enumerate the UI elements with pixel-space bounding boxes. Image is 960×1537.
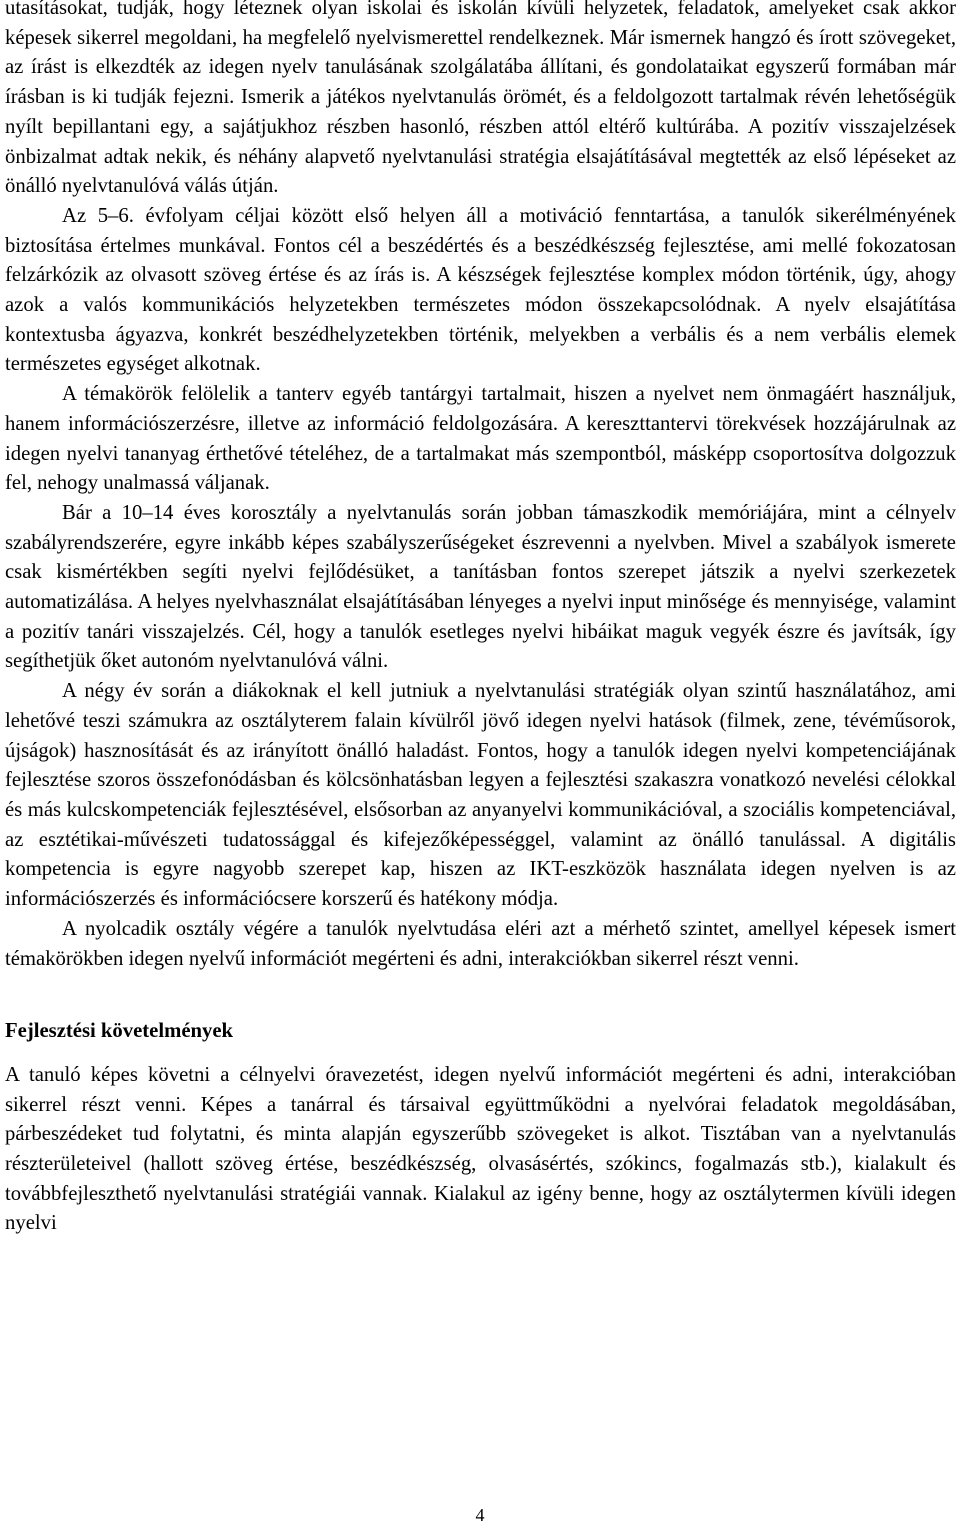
paragraph-continuation: utasításokat, tudják, hogy léteznek olyan iskolai és iskolán kívüli helyzetek, feladatok, amelyeket csak akkor képesek sikerrel megoldani, ha megfelelő nyelvismerettel rendelkeznek. Már ismernek hangzó és írott szövegeket, az írást is elkezdték az idegen nyelv tanulásának szolgálatába állítani, és gondolataikat egyszerű formában már írásban is ki tudják fejezni. Ismerik a játékos nyelvtanulás örömét, és a feldolgozott tartalmak révén lehetőségük nyílt bepillantani egy, a sajátjukhoz részben hasonló, részben attól eltérő kultúrába. A pozitív visszajelzések önbizalmat adtak nekik, és néhány alapvető nyelvtanulási stratégia elsajátításával megtették az első lépéseket az önálló nyelvtanulóvá válás útján. xyxy=(5,0,956,198)
paragraph-grade-5-6-goals: Az 5–6. évfolyam céljai között első helyen áll a motiváció fenntartása, a tanulók sikerélményének biztosítása értelmes munkával. Fontos cél a beszédértés és a beszédkészség fejlesztése, ami mellé fokozatosan felzárkózik az olvasott szöveg értése és az írás is. A készségek fejlesztése komplex módon történik, úgy, ahogy azok a valós kommunikációs helyzetekben természetes módon összekapcsolódnak. A nyelv elsajátítása kontextusba ágyazva, konkrét beszédhelyzetekben történik, melyekben a verbális és a nem verbális elemek természetes egységet alkotnak. xyxy=(5,204,956,376)
document-page xyxy=(5,0,956,1239)
page-number: 4 xyxy=(475,1505,485,1525)
paragraph-grade-8-level: A nyolcadik osztály végére a tanulók nyelvtudása eléri azt a mérhető szintet, amellyel képesek ismert témakörökben idegen nyelvű információt megérteni és adni, interakciókban sikerrel részt venni. xyxy=(5,917,956,970)
section-heading: Fejlesztési követelmények xyxy=(5,1020,234,1043)
paragraph-learning-strategies: A négy év során a diákoknak el kell jutniuk a nyelvtanulási stratégiák olyan szintű használatához, ami lehetővé teszi számukra az osztályterem falain kívülről jövő idegen nyelvi hatások (filmek, zene, tévéműsorok, újságok) hasznosítását és az irányított önálló haladást. Fontos, hogy a tanulók idegen nyelvi kompetenciájának fejlesztése szoros összefonódásban és kölcsönhatásban legyen a fejlesztési szakaszra vonatkozó nevelési célokkal és más kulcskompetenciák fejlesztésével, elsősorban az anyanyelvi kommunikációval, a szociális kompetenciával, az esztétikai-művészeti tudatossággal és kifejezőképességgel, valamint az önálló tanulással. A digitális kompetencia is egyre nagyobb szerepet kap, hiszen az IKT-eszközök használata idegen nyelven is az információszerzés és információcsere korszerű és hatékony módja. xyxy=(5,680,956,911)
paragraph-requirements: A tanuló képes követni a célnyelvi óravezetést, idegen nyelvű információt megérteni és adni, interakcióban sikerrel részt venni. Képes a tanárral és társaival együttműködni a nyelvórai feladatok megoldásában, párbeszédeket tud folytatni, és minta alapján egyszerűbb szövegeket is alkot. Tisztában van a nyelvtanulás részterületeivel (hallott szöveg értése, beszédkészség, olvasásértés, szókincs, fogalmazás stb.), kialakult és továbbfejleszthető nyelvtanulási stratégiái vannak. Kialakul az igény benne, hogy az osztálytermen kívüli idegen nyelvi xyxy=(5,1063,956,1235)
paragraph-topics: A témakörök felölelik a tanterv egyéb tantárgyi tartalmait, hiszen a nyelvet nem önmagáért használjuk, hanem információszerzésre, illetve az információ feldolgozására. A kereszttantervi törekvések hozzájárulnak az idegen nyelvi tananyag érthetővé tételéhez, de a tartalmakat más szempontból, másképp csoportosítva dolgozzuk fel, nehogy unalmassá váljanak. xyxy=(5,383,956,495)
paragraph-age-group: Bár a 10–14 éves korosztály a nyelvtanulás során jobban támaszkodik memóriájára, mint a célnyelv szabályrendszerére, egyre inkább képes szabályszerűségeket észrevenni a nyelvben. Mivel a szabályok ismerete csak kismértékben segíti nyelvi fejlődésüket, a tanításban fontos szerepet játszik a nyelvi szerkezetek automatizálása. A helyes nyelvhasználat elsajátításában lényeges a nyelvi input minősége és mennyisége, valamint a pozitív tanári visszajelzés. Cél, hogy a tanulók esetleges nyelvi hibáikat maguk vegyék észre és javítsák, így segíthetjük őket autonóm nyelvtanulóvá válni. xyxy=(5,501,956,673)
